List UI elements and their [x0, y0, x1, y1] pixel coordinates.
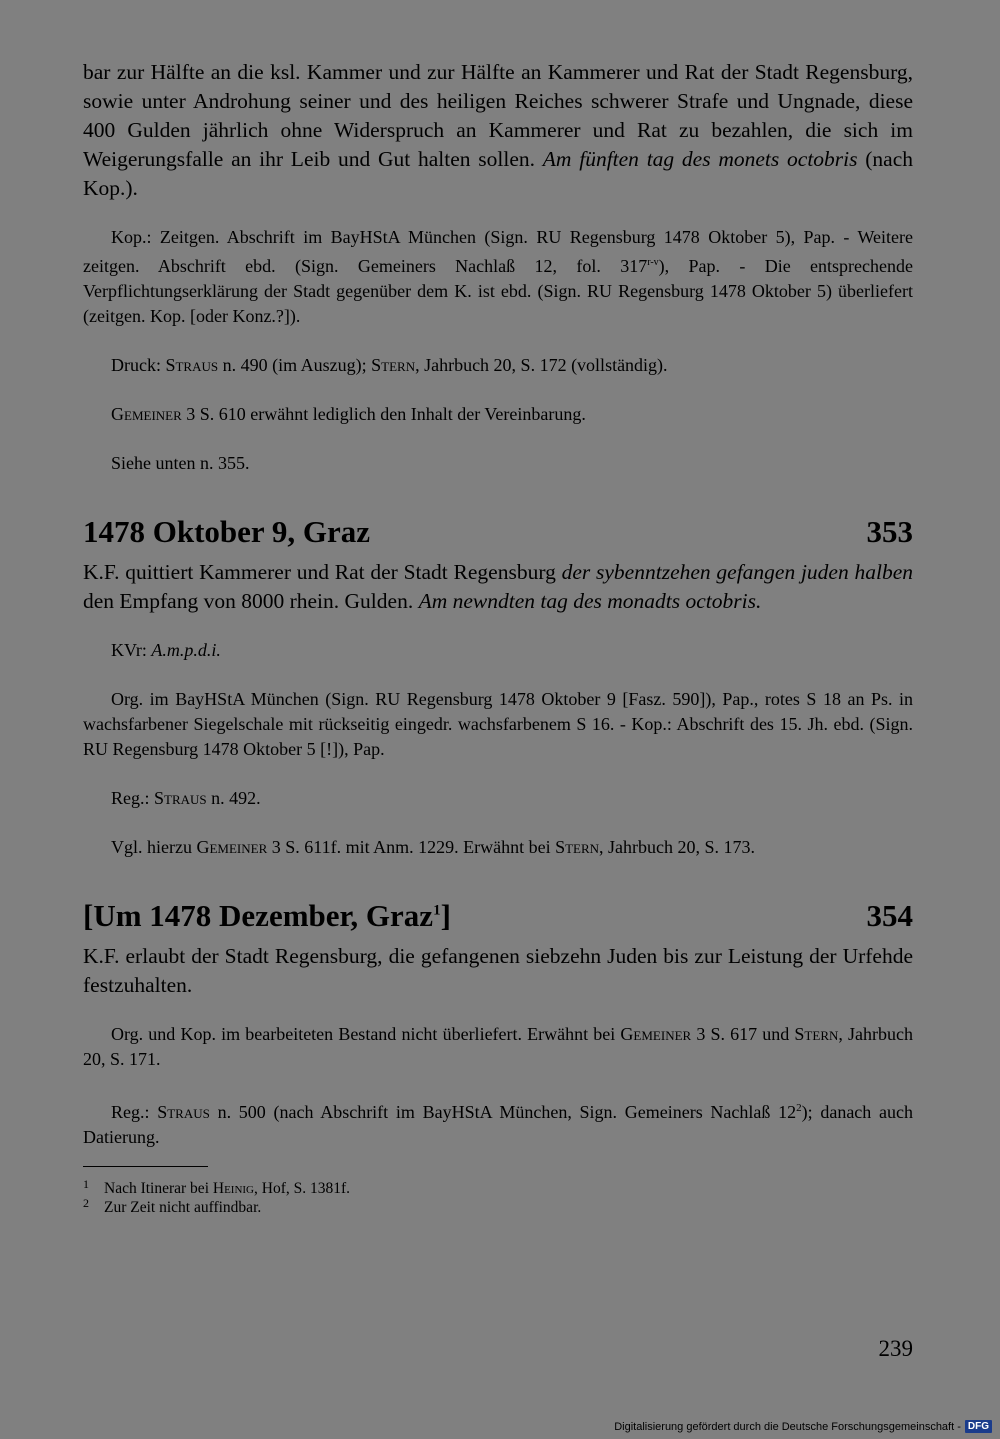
entry-352-gemeiner: Gemeiner 3 S. 610 erwähnt lediglich den Inhalt der Vereinbarung. — [111, 404, 586, 424]
entry-353-number: 353 — [866, 514, 913, 549]
dfg-credit-text: Digitalisierung gefördert durch die Deutsche Forschungsgemeinschaft - — [614, 1420, 961, 1433]
entry-353-heading — [83, 514, 913, 550]
page-content — [83, 58, 913, 1217]
entry-354-org: Org. und Kop. im bearbeiteten Bestand nicht überliefert. Erwähnt bei Gemeiner 3 S. 617 und Stern, Jahrbuch 20, S. 171. — [83, 1024, 913, 1069]
entry-353-org: Org. im BayHStA München (Sign. RU Regensburg 1478 Oktober 9 [Fasz. 590]), Pap., rotes S 18 an Ps. in wachsfarbener Siegelschale mit rückseitig eingedr. wachsfarbenem S 16. - Kop.: Abschrift des 15. Jh. ebd. (Sign. RU Regensburg 1478 Oktober 5 [!]), Pap. — [83, 689, 913, 759]
footnote-2: 2 Zur Zeit nicht auffindbar. — [83, 1196, 262, 1216]
dfg-credit-bar — [614, 1420, 992, 1433]
entry-352-kop: Kop.: Zeitgen. Abschrift im BayHStA München (Sign. RU Regensburg 1478 Oktober 5), Pap. - Weitere zeitgen. Abschrift ebd. (Sign. Gemeiners Nachlaß 12, fol. 317$^{r-v}$), Pap. - Die entsprechende Verpflichtungserklärung der Stadt gegenüber dem K. ist ebd. (Sign. RU Regensburg 1478 Oktober 5) überliefert (zeitgen. Kop. [oder Konz.?]). — [83, 227, 913, 326]
entry-354-heading — [83, 898, 913, 934]
entry-353-vgl: Vgl. hierzu Gemeiner 3 S. 611f. mit Anm. 1229. Erwähnt bei Stern, Jahrbuch 20, S. 173. — [111, 837, 756, 857]
entry-354-reg: Reg.: Straus n. 500 (nach Abschrift im BayHStA München, Sign. Gemeiners Nachlaß $12^2$); danach auch Datierung. — [83, 1102, 913, 1147]
entry-352-body: bar zur Hälfte an die ksl. Kammer und zur Hälfte an Kammerer und Rat der Stadt Regensburg, sowie unter Androhung seiner und des heiligen Reiches schwerer Strafe und Ungnade, diese 400 Gulden jährlich ohne Widerspruch an Kammerer und Rat zu bezahlen, die sich im Weigerungsfalle an ihr Leib und Gut halten sollen. Am fünften tag des monets octobris (nach Kop.). — [83, 60, 914, 200]
entry-354-title: [Um 1478 Dezember, Graz$^1$] — [83, 898, 451, 933]
footnote-1: 1 Nach Itinerar bei Heinig, Hof, S. 1381f. — [83, 1177, 351, 1197]
entry-354-number: 354 — [866, 898, 913, 933]
dfg-logo-icon: DFG — [965, 1420, 992, 1433]
entry-353-kvr: KVr: A.m.p.d.i. — [111, 640, 221, 660]
entry-352-druck: Druck: Straus n. 490 (im Auszug); Stern, Jahrbuch 20, S. 172 (vollständig). — [111, 355, 668, 375]
entry-352-siehe: Siehe unten n. 355. — [111, 453, 250, 473]
entry-353-body: K.F. quittiert Kammerer und Rat der Stadt Regensburg der sybenntzehen gefangen juden halben den Empfang von 8000 rhein. Gulden. Am newndten tag des monadts octobris. — [83, 560, 913, 613]
entry-353-reg: Reg.: Straus n. 492. — [111, 788, 261, 808]
page-number: 239 — [878, 1336, 913, 1361]
footnote-divider — [83, 1166, 208, 1167]
entry-354-body: K.F. erlaubt der Stadt Regensburg, die gefangenen siebzehn Juden bis zur Leistung der Urfehde festzuhalten. — [83, 944, 913, 997]
entry-353-title: 1478 Oktober 9, Graz — [83, 514, 371, 549]
